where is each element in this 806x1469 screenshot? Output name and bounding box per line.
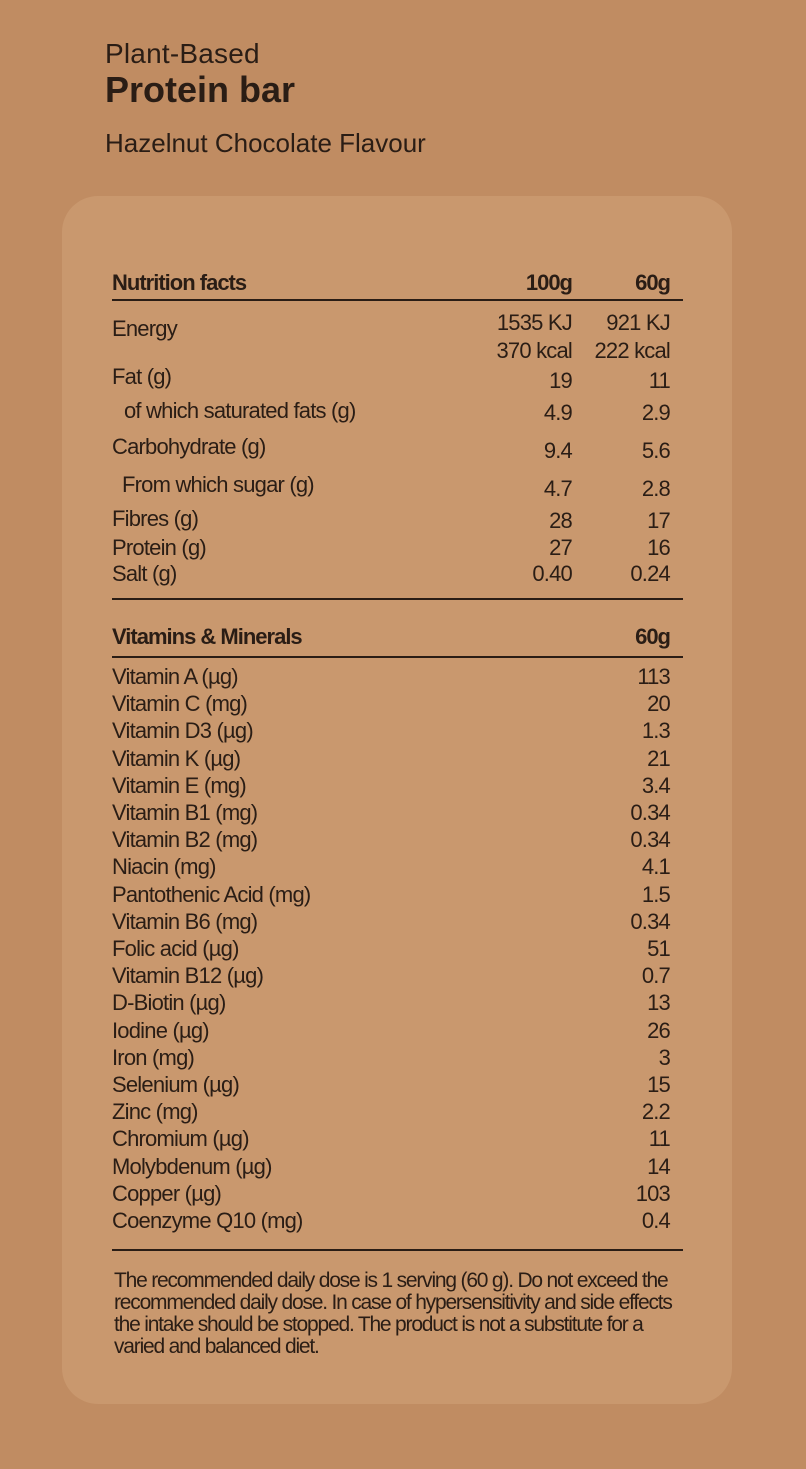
product-line: Plant-Based	[105, 38, 260, 69]
vitamin-label: Iodine (µg)	[112, 1017, 209, 1043]
energy-label: Energy	[112, 316, 177, 341]
nutrition-heading: Nutrition facts	[112, 270, 247, 295]
vitamin-label: Vitamin C (mg)	[112, 691, 248, 717]
vitamin-value: 15	[647, 1072, 670, 1097]
vitamin-value: 11	[648, 1126, 670, 1152]
vitamin-label: Vitamin B6 (mg)	[112, 908, 258, 934]
vitamin-value: 0.34	[630, 827, 670, 853]
row-value-100g: 27	[549, 535, 572, 560]
row-value-60g: 2.9	[641, 400, 670, 425]
vitamin-value: 0.7	[641, 963, 670, 989]
row-label: Salt (g)	[112, 561, 177, 586]
vitamin-value: 14	[647, 1153, 670, 1179]
vitamin-label: Vitamin A (µg)	[112, 664, 238, 689]
section-rule	[112, 598, 683, 600]
row-value-60g: 17	[647, 508, 670, 533]
vitamin-label: Pantothenic Acid (mg)	[112, 881, 311, 907]
vitamin-label: D-Biotin (µg)	[112, 990, 226, 1016]
energy-kcal-100: 370 kcal	[496, 338, 572, 363]
row-value-100g: 4.7	[543, 476, 572, 501]
vitamin-value: 3	[658, 1044, 670, 1070]
vitamin-value: 0.4	[641, 1208, 670, 1233]
vitamin-label: Vitamin B12 (µg)	[112, 963, 264, 989]
row-label: Fat (g)	[112, 364, 172, 389]
vitamin-value: 13	[647, 990, 670, 1016]
product-title: Protein bar	[105, 69, 296, 110]
nutrition-panel	[62, 196, 732, 1404]
header-rule	[112, 299, 683, 301]
row-label: Carbohydrate (g)	[112, 434, 266, 459]
vitamin-label: Vitamin K (µg)	[112, 745, 241, 771]
row-label: Fibres (g)	[112, 506, 199, 531]
vitamin-label: Coenzyme Q10 (mg)	[112, 1208, 303, 1233]
vitamin-label: Copper (µg)	[112, 1180, 222, 1206]
row-value-100g: 19	[549, 368, 572, 393]
vitamin-value: 0.34	[630, 908, 670, 934]
vitamin-label: Vitamin B2 (mg)	[112, 827, 258, 853]
row-label: Protein (g)	[112, 535, 206, 560]
product-header	[105, 38, 426, 158]
row-value-60g: 2.8	[641, 476, 670, 501]
vitamin-label: Vitamin D3 (µg)	[112, 718, 253, 744]
energy-kcal-60: 222 kcal	[594, 338, 670, 363]
row-value-60g: 11	[648, 368, 670, 393]
vitamin-value: 2.2	[641, 1099, 670, 1125]
row-value-60g: 5.6	[641, 438, 670, 463]
vitamin-value: 1.5	[641, 881, 670, 907]
vitamin-label: Niacin (mg)	[112, 854, 216, 880]
vitamin-value: 113	[637, 664, 670, 689]
vitamin-label: Zinc (mg)	[112, 1099, 198, 1125]
vitamins-heading: Vitamins & Minerals	[112, 624, 302, 649]
vitamin-value: 21	[647, 745, 670, 771]
product-flavour: Hazelnut Chocolate Flavour	[105, 128, 426, 158]
vitamin-label: Selenium (µg)	[112, 1072, 239, 1097]
row-value-100g: 4.9	[543, 400, 572, 425]
vitamin-value: 103	[635, 1180, 670, 1206]
dosage-note: The recommended daily dose is 1 serving (60 g). Do not exceed the recommended daily dose. In case of hypersensitivity and side effects the intake should be stopped. The product is not a substitute for a varied and balanced diet.	[114, 1269, 672, 1358]
vitamin-label: Chromium (µg)	[112, 1126, 249, 1152]
bottom-rule	[112, 1249, 683, 1251]
vitamin-value: 0.34	[630, 800, 670, 825]
row-value-60g: 0.24	[630, 561, 670, 586]
vitamin-value: 1.3	[641, 718, 670, 744]
vitamin-label: Folic acid (µg)	[112, 936, 239, 961]
vitamin-label: Vitamin E (mg)	[112, 772, 246, 798]
energy-kj-100: 1535 KJ	[496, 310, 572, 335]
vitamin-value: 51	[647, 936, 670, 961]
vitamin-label: Molybdenum (µg)	[112, 1153, 272, 1179]
vitamin-value: 26	[647, 1017, 670, 1043]
vitamin-value: 4.1	[641, 854, 670, 880]
row-label: of which saturated fats (g)	[124, 398, 356, 423]
vitamin-label: Vitamin B1 (mg)	[112, 800, 258, 825]
vitamin-label: Iron (mg)	[112, 1044, 195, 1070]
row-value-60g: 16	[647, 535, 670, 560]
vitamin-value: 20	[647, 691, 670, 717]
row-value-100g: 0.40	[532, 561, 572, 586]
vitamin-value: 3.4	[641, 772, 670, 798]
col-60g-header: 60g	[635, 270, 670, 295]
vitamins-rule	[112, 656, 683, 658]
energy-kj-60: 921 KJ	[606, 310, 670, 335]
row-value-100g: 9.4	[543, 438, 572, 463]
vitamins-col-header: 60g	[635, 624, 670, 649]
row-value-100g: 28	[549, 508, 572, 533]
col-100g-header: 100g	[525, 270, 572, 295]
row-label: From which sugar (g)	[122, 472, 314, 497]
